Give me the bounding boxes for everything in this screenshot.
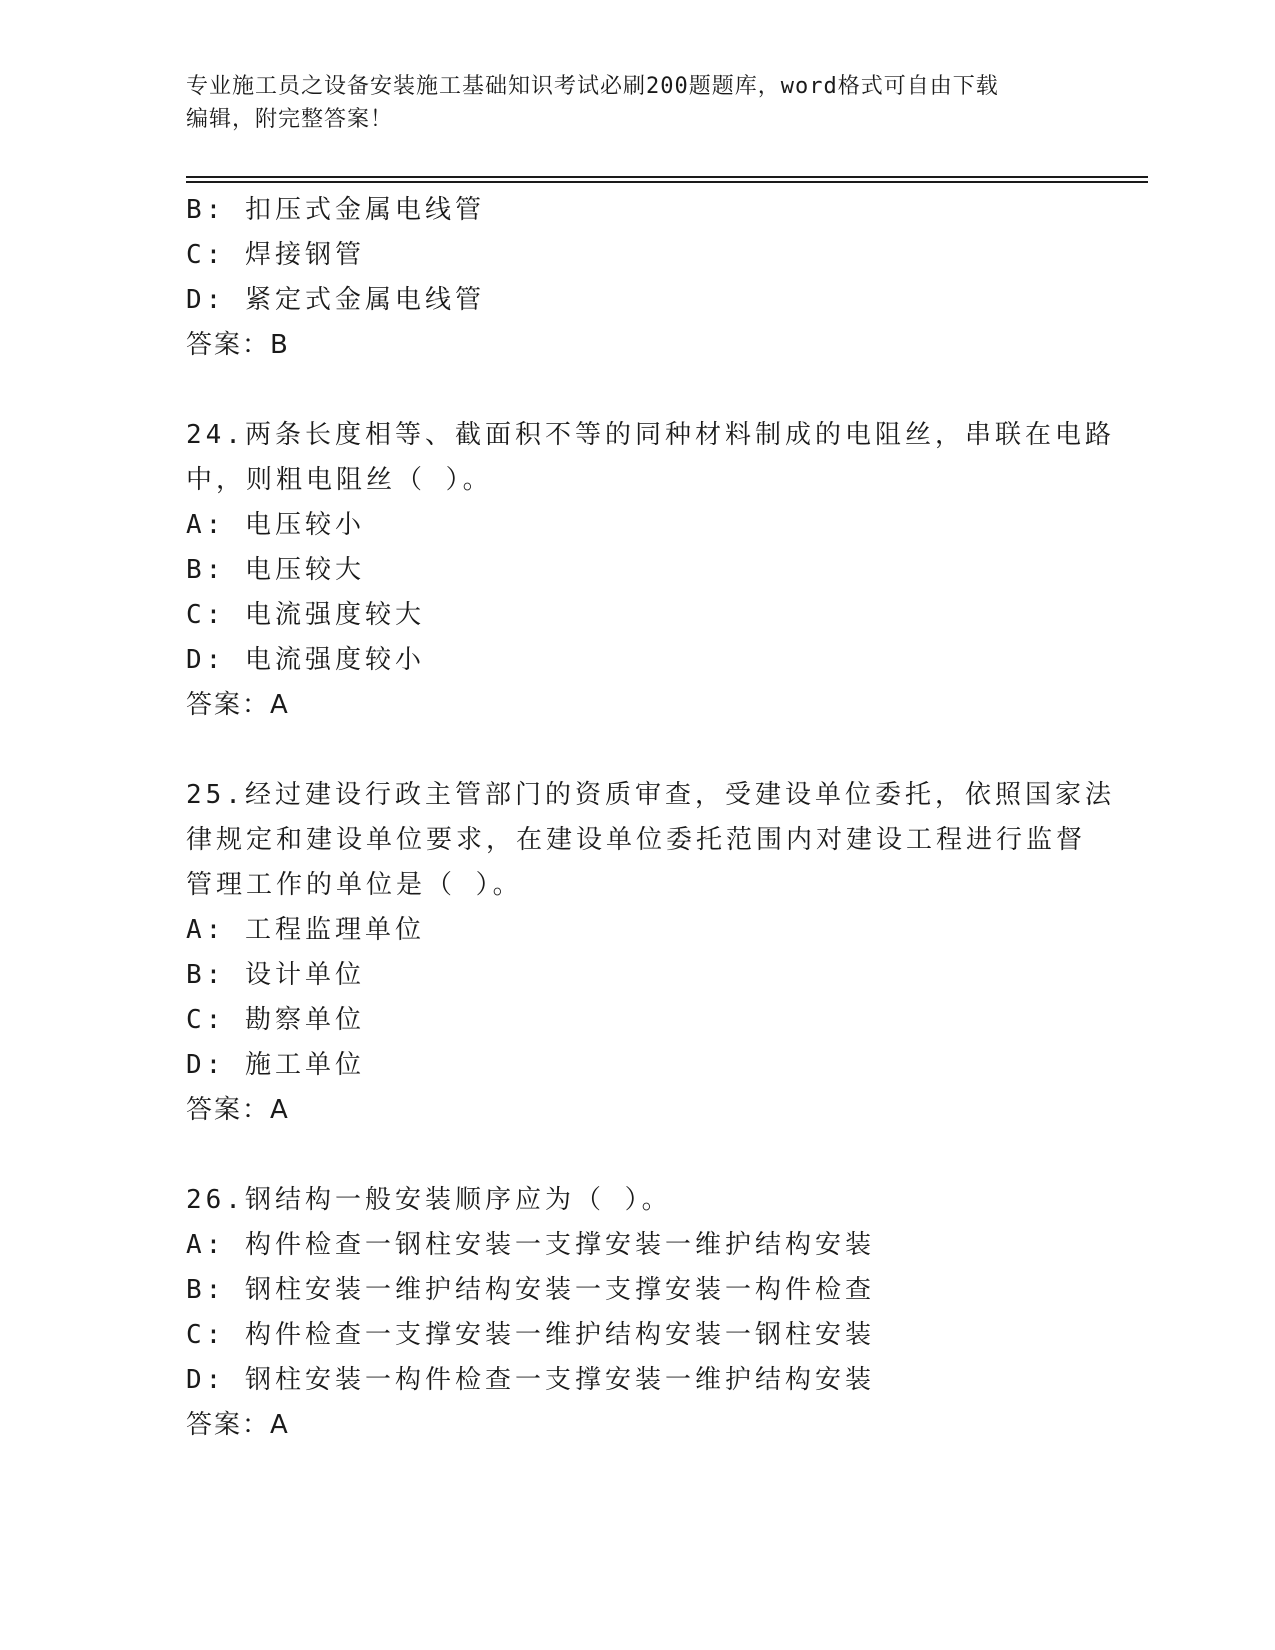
- q26-stem-line-1: 26.钢结构一般安装顺序应为（ ）。: [186, 1185, 672, 1215]
- q24-option-b: B: 电压较大: [186, 555, 365, 585]
- q24-option-d: D: 电流强度较小: [186, 645, 425, 675]
- q23-option-d: D: 紧定式金属电线管: [186, 285, 485, 315]
- q23-option-c: C: 焊接钢管: [186, 240, 365, 270]
- q23-option-b: B: 扣压式金属电线管: [186, 195, 485, 225]
- q25-answer: 答案：A: [186, 1095, 290, 1125]
- q24-stem-line-1: 24.两条长度相等、截面积不等的同种材料制成的电阻丝，串联在电路: [186, 420, 1115, 450]
- q25-option-a: A: 工程监理单位: [186, 915, 425, 945]
- q26-answer: 答案：A: [186, 1410, 290, 1440]
- q24-option-c: C: 电流强度较大: [186, 600, 425, 630]
- header-divider-bottom: [186, 181, 1148, 183]
- header-divider-top: [186, 176, 1148, 178]
- q25-stem-line-2: 律规定和建设单位要求，在建设单位委托范围内对建设工程进行监督: [186, 825, 1087, 855]
- q26-option-b: B: 钢柱安装一维护结构安装一支撑安装一构件检查: [186, 1275, 875, 1305]
- q24-stem-line-2: 中，则粗电阻丝（ ）。: [186, 465, 493, 495]
- header-line-2: 编辑，附完整答案！: [186, 107, 394, 132]
- q25-option-c: C: 勘察单位: [186, 1005, 365, 1035]
- q24-option-a: A: 电压较小: [186, 510, 365, 540]
- q26-option-a: A: 构件检查一钢柱安装一支撑安装一维护结构安装: [186, 1230, 875, 1260]
- q25-option-b: B: 设计单位: [186, 960, 365, 990]
- header-line-1: 专业施工员之设备安装施工基础知识考试必刷200题题库，word格式可自由下载: [186, 74, 999, 99]
- q25-stem-line-1: 25.经过建设行政主管部门的资质审查，受建设单位委托，依照国家法: [186, 780, 1115, 810]
- q24-answer: 答案：A: [186, 690, 290, 720]
- document-header: [186, 70, 1066, 136]
- q26-option-d: D: 钢柱安装一构件检查一支撑安装一维护结构安装: [186, 1365, 875, 1395]
- q26-option-c: C: 构件检查一支撑安装一维护结构安装一钢柱安装: [186, 1320, 875, 1350]
- q25-option-d: D: 施工单位: [186, 1050, 365, 1080]
- q23-answer: 答案：B: [186, 330, 290, 360]
- q25-stem-line-3: 管理工作的单位是（ ）。: [186, 870, 523, 900]
